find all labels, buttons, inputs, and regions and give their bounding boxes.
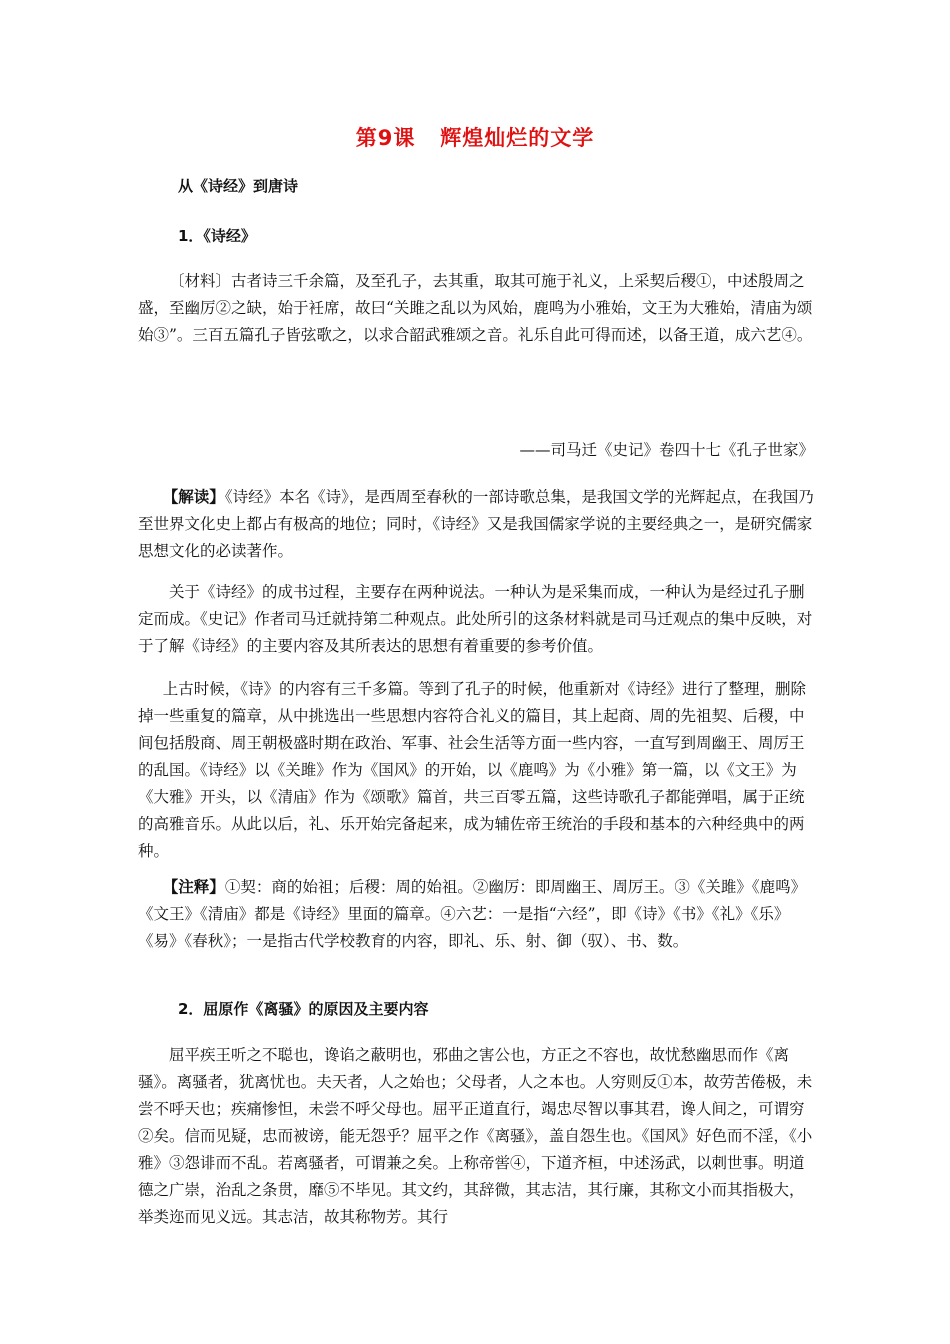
lesson-number: 第9课 (355, 126, 416, 150)
title-gap (415, 126, 440, 150)
notes-text: ①契：商的始祖；后稷：周的始祖。②幽厉：即周幽王、周厉王。③《关雎》《鹿鸣》《文王》《清庙》都是《诗经》里面的篇章。④六艺：一是指“六经”，即《诗》《书》《礼》《乐》《易》《春秋》；一是指古代学校教育的内容，即礼、乐、射、御（驭）、书、数。 (138, 878, 807, 950)
page-title (0, 122, 950, 152)
material-paragraph: 〔材料〕古者诗三千余篇，及至孔子，去其重，取其可施于礼义，上采契后稷①，中述殷周之盛，至幽厉②之缺，始于衽席，故曰“关雎之乱以为风始，鹿鸣为小雅始，文王为大雅始，清庙为颂始③”。三百五篇孔子皆弦歌之，以求合韶武雅颂之音。礼乐自此可得而述，以备王道，成六艺④。 (138, 272, 813, 344)
subsection-heading-2: 2．屈原作《离骚》的原因及主要内容 (178, 1000, 429, 1018)
subsection-heading-1: 1．《诗经》 (178, 227, 256, 245)
body-paragraph-1: 关于《诗经》的成书过程，主要存在两种说法。一种认为是采集而成，一种认为是经过孔子删定而成。《史记》作者司马迁就持第二种观点。此处所引的这条材料就是司马迁观点的集中反映，对于了解《诗经》的主要内容及其所表达的思想有着重要的参考价值。 (138, 583, 813, 655)
lisao-paragraph: 屈平疾王听之不聪也，谗谄之蔽明也，邪曲之害公也，方正之不容也，故忧愁幽思而作《离骚》。离骚者，犹离忧也。夫天者，人之始也；父母者，人之本也。人穷则反①本，故劳苦倦极，未尝不呼天也；疾痛惨怛，未尝不呼父母也。屈平正道直行，竭忠尽智以事其君，谗人间之，可谓穷②矣。信而见疑，忠而被谤，能无怨乎？屈平之作《离骚》，盖自怨生也。《国风》好色而不淫，《小雅》③怨诽而不乱。若离骚者，可谓兼之矣。上称帝喾④，下道齐桓，中述汤武，以刺世事。明道德之广崇，治乱之条贯，靡⑤不毕见。其文约，其辞微，其志洁，其行廉，其称文小而其指极大，举类迩而见义远。其志洁，故其称物芳。其行 (138, 1046, 813, 1226)
body-paragraph-2: 上古时候，《诗》的内容有三千多篇。等到了孔子的时候，他重新对《诗经》进行了整理，删除掉一些重复的篇章，从中挑选出一些思想内容符合礼义的篇目，其上起商、周的先祖契、后稷，中间包括殷商、周王朝极盛时期在政治、军事、社会生活等方面一些内容，一直写到周幽王、周厉王的乱国。《诗经》以《关雎》作为《国风》的开始，以《鹿鸣》为《小雅》第一篇，以《文王》为《大雅》开头，以《清庙》作为《颂歌》篇首，共三百零五篇，这些诗歌孔子都能弹唱，属于正统的高雅音乐。从此以后，礼、乐开始完备起来，成为辅佐帝王统治的手段和基本的六种经典中的两种。 (138, 680, 807, 860)
lesson-title: 辉煌灿烂的文学 (440, 126, 595, 150)
interpretation-paragraph (138, 484, 814, 565)
section-heading: 从《诗经》到唐诗 (178, 177, 299, 195)
interpretation-text: 《诗经》本名《诗》，是西周至春秋的一部诗歌总集，是我国文学的光辉起点，在我国乃至世界文化史上都占有极高的地位；同时，《诗经》又是我国儒家学说的主要经典之一，是研究儒家思想文化的必读著作。 (138, 488, 814, 560)
source-attribution: ——司马迁《史记》卷四十七《孔子世家》 (519, 441, 814, 459)
notes-paragraph (138, 874, 814, 955)
notes-label: 【注释】 (162, 878, 225, 896)
interpretation-label: 【解读】 (162, 488, 225, 506)
